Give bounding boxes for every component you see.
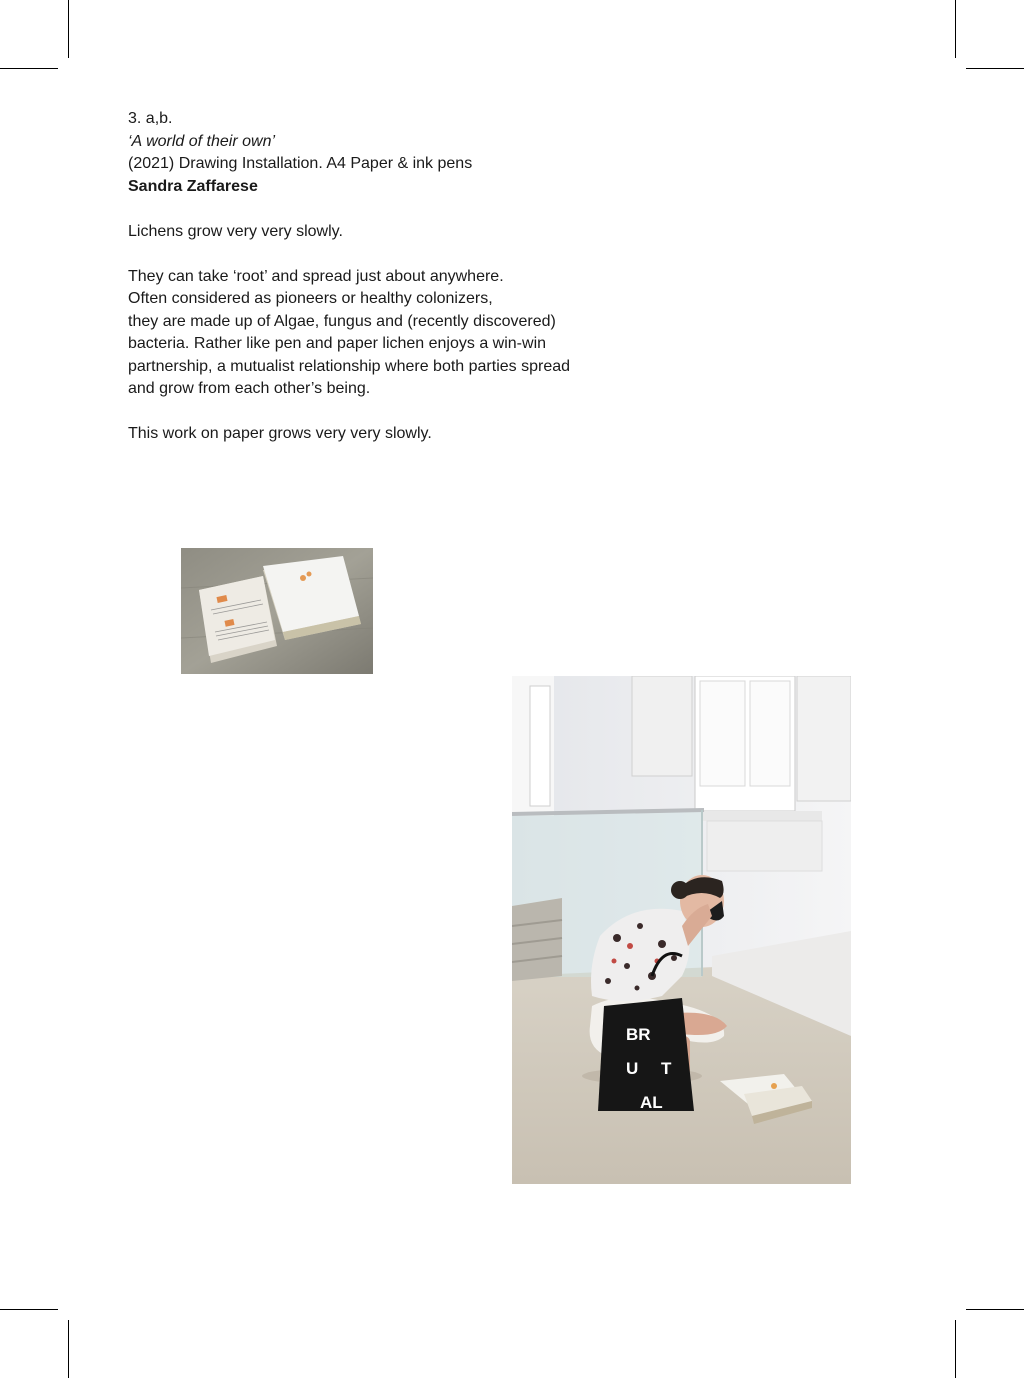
crop-mark-bottom-left-vertical (68, 1320, 69, 1378)
crop-mark-bottom-right-vertical (955, 1320, 956, 1378)
bag-text-1: BR (626, 1025, 651, 1044)
statement-line: and grow from each other’s being. (128, 380, 371, 397)
crop-mark-top-right-horizontal (966, 68, 1024, 69)
bag-text-3: T (661, 1059, 672, 1078)
crop-mark-top-right-vertical (955, 0, 956, 58)
work-number: 3. a,b. (128, 110, 173, 127)
work-title: ‘A world of their own’ (128, 132, 276, 150)
bag-text-4: AL (640, 1093, 663, 1112)
caption-and-statement (128, 108, 648, 446)
artist-name: Sandra Zaffarese (128, 177, 258, 195)
statement-line: Often considered as pioneers or healthy colonizers, (128, 290, 493, 307)
paper-stacks-image (181, 548, 373, 674)
photo-installation-view (512, 676, 851, 1184)
photo-paper-stacks (181, 548, 373, 674)
installation-view-image (512, 676, 851, 1184)
statement-paragraph-1: Lichens grow very very slowly. (128, 222, 343, 240)
statement-line: bacteria. Rather like pen and paper lichen enjoys a win-win (128, 335, 547, 352)
crop-mark-bottom-right-horizontal (966, 1309, 1024, 1310)
crop-mark-bottom-left-horizontal (0, 1309, 58, 1310)
bag-text-2: U (626, 1059, 639, 1078)
work-details: (2021) Drawing Installation. A4 Paper & ink pens (128, 155, 473, 172)
statement-line: They can take ‘root’ and spread just about anywhere. (128, 267, 504, 285)
crop-mark-top-left-vertical (68, 0, 69, 58)
crop-mark-top-left-horizontal (0, 68, 58, 69)
statement-line: they are made up of Algae, fungus and (recently discovered) (128, 312, 556, 330)
statement-paragraph-3: This work on paper grows very very slowly. (128, 425, 432, 442)
statement-line: partnership, a mutualist relationship where both parties spread (128, 357, 571, 375)
